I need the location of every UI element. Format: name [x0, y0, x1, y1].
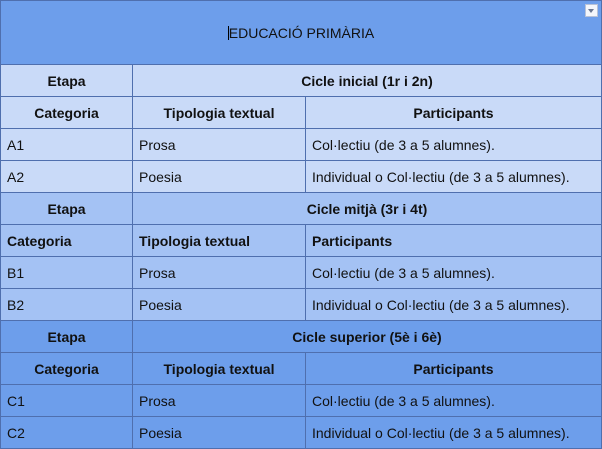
table-title: EDUCACIÓ PRIMÀRIA	[228, 24, 375, 41]
table-row	[1, 385, 602, 417]
cell-categoria[interactable]: A1	[1, 129, 133, 161]
table-row	[1, 417, 602, 449]
etapa-row	[1, 65, 602, 97]
cell-categoria[interactable]: B2	[1, 289, 133, 321]
table-row	[1, 289, 602, 321]
etapa-label: Etapa	[1, 193, 133, 225]
cell-participants[interactable]: Col·lectiu (de 3 a 5 alumnes).	[306, 129, 602, 161]
cycle-label: Cicle inicial (1r i 2n)	[133, 65, 602, 97]
cell-participants[interactable]: Individual o Col·lectiu (de 3 a 5 alumnes).	[306, 161, 602, 193]
dropdown-arrow-icon[interactable]	[585, 4, 598, 17]
cell-tipologia[interactable]: Poesia	[133, 417, 306, 449]
cell-tipologia[interactable]: Poesia	[133, 289, 306, 321]
header-participants: Participants	[306, 225, 602, 257]
header-tipologia: Tipologia textual	[133, 97, 306, 129]
header-row	[1, 97, 602, 129]
title-row	[1, 1, 602, 65]
etapa-label: Etapa	[1, 65, 133, 97]
table-row	[1, 161, 602, 193]
cell-categoria[interactable]: C2	[1, 417, 133, 449]
cell-categoria[interactable]: A2	[1, 161, 133, 193]
cell-categoria[interactable]: C1	[1, 385, 133, 417]
cell-tipologia[interactable]: Prosa	[133, 129, 306, 161]
table-row	[1, 129, 602, 161]
cell-tipologia[interactable]: Prosa	[133, 385, 306, 417]
cell-participants[interactable]: Individual o Col·lectiu (de 3 a 5 alumnes).	[306, 417, 602, 449]
table-row	[1, 257, 602, 289]
cycle-label: Cicle mitjà (3r i 4t)	[133, 193, 602, 225]
header-tipologia: Tipologia textual	[133, 225, 306, 257]
header-row	[1, 225, 602, 257]
etapa-label: Etapa	[1, 321, 133, 353]
header-tipologia: Tipologia textual	[133, 353, 306, 385]
cell-participants[interactable]: Col·lectiu (de 3 a 5 alumnes).	[306, 257, 602, 289]
header-categoria: Categoria	[1, 97, 133, 129]
cell-categoria[interactable]: B1	[1, 257, 133, 289]
header-participants: Participants	[306, 353, 602, 385]
cell-participants[interactable]: Individual o Col·lectiu (de 3 a 5 alumnes).	[306, 289, 602, 321]
header-categoria: Categoria	[1, 225, 133, 257]
cycle-label: Cicle superior (5è i 6è)	[133, 321, 602, 353]
title-cell[interactable]	[1, 1, 602, 65]
cell-participants[interactable]: Col·lectiu (de 3 a 5 alumnes).	[306, 385, 602, 417]
cell-tipologia[interactable]: Poesia	[133, 161, 306, 193]
cell-tipologia[interactable]: Prosa	[133, 257, 306, 289]
etapa-row	[1, 321, 602, 353]
etapa-row	[1, 193, 602, 225]
header-participants: Participants	[306, 97, 602, 129]
header-categoria: Categoria	[1, 353, 133, 385]
header-row	[1, 353, 602, 385]
